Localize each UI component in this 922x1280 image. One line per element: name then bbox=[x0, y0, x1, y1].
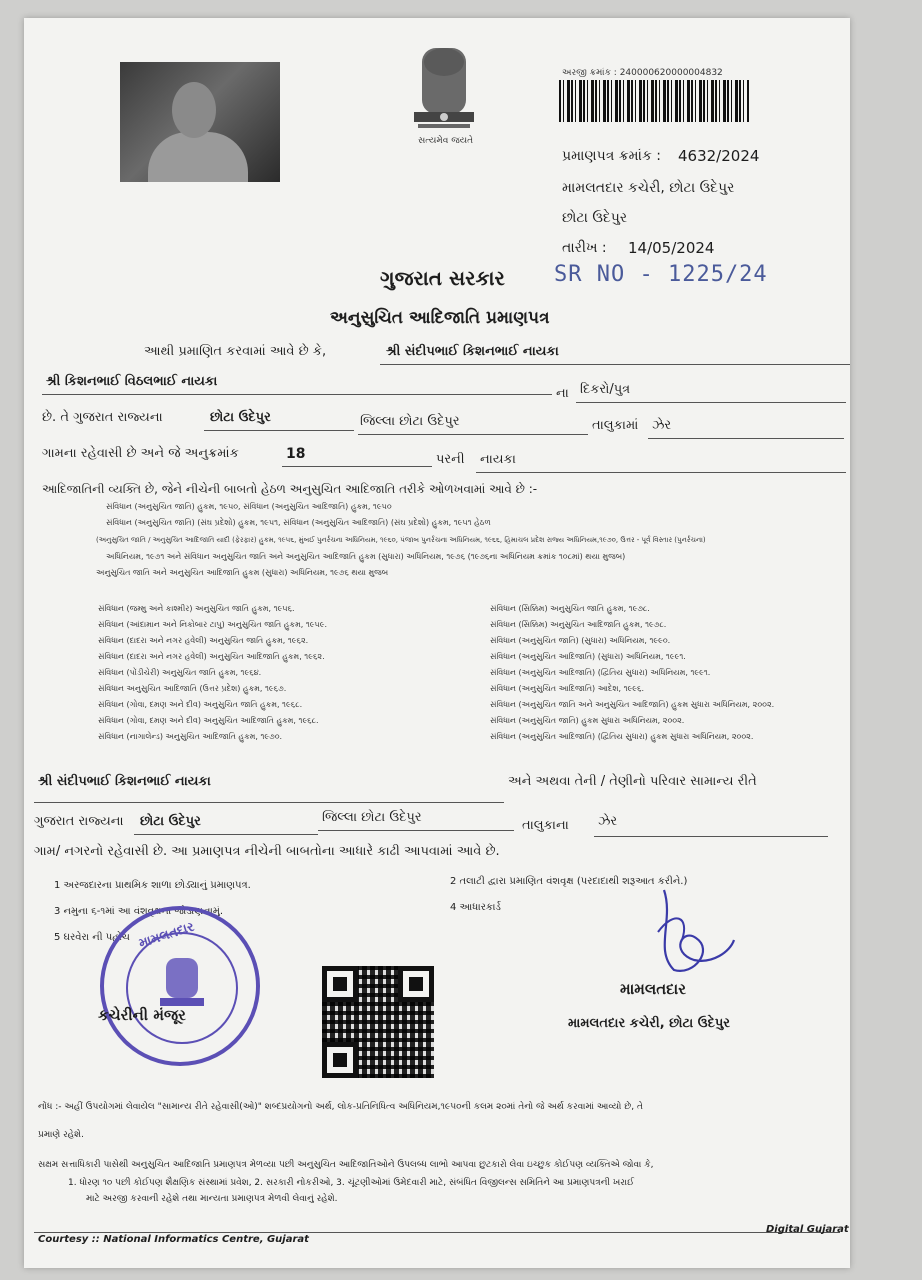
national-emblem-icon bbox=[404, 40, 484, 150]
order-left-9: સંવિધાન (નાગાલેન્ડ) અનુસુચિત આદિજાતિ હુકમ, ૧૯૭૦. bbox=[98, 732, 283, 741]
taluka-label-2: તાલુકાના bbox=[522, 818, 569, 833]
stamp-emblem-icon bbox=[154, 954, 210, 1012]
legal-line-5: અનુસુચિત જાતિ અને અનુસુચિત આદિજાતિ હુકમ (સુધારા) અધિનિયમ, ૧૯૭૬ થયા મુજબ bbox=[96, 568, 389, 577]
office-line1: મામલતદાર કચેરી, છોટા ઉદેપુર bbox=[562, 180, 735, 196]
order-right-4: સંવિધાન (અનુસુચિત આદિજાતિ) (સુધારા) અધિનિયમ, ૧૯૯૧. bbox=[490, 652, 686, 661]
cert-number-label: પ્રમાણપત્ર ક્રમાંક : bbox=[562, 148, 662, 164]
applicant-name: શ્રી સંદીપભાઈ કિશનભાઈ નાયકા bbox=[386, 344, 559, 359]
relation-suffix: ના bbox=[556, 386, 569, 401]
state-lead-text-2: ગુજરાત રાજ્યના bbox=[34, 814, 124, 829]
footer-digital-gujarat: Digital Gujarat bbox=[766, 1224, 849, 1235]
order-right-6: સંવિધાન (અનુસુચિત આદિજાતિ) આદેશ, ૧૯૯૬. bbox=[490, 684, 645, 693]
father-underline bbox=[42, 394, 552, 395]
village-value: ઝેર bbox=[652, 418, 672, 433]
signatory-title: મામલતદાર bbox=[620, 980, 686, 998]
govt-title: ગુજરાત સરકાર bbox=[380, 266, 505, 290]
serial-value: 18 bbox=[286, 446, 306, 462]
village-underline bbox=[648, 438, 844, 439]
state-lead-text: છે. તે ગુજરાત રાજ્યના bbox=[42, 410, 163, 425]
cert-lead-text: આથી પ્રમાણિત કરવામાં આવે છે કે, bbox=[144, 344, 327, 359]
family-resident-text: અને અથવા તેની / તેણીનો પરિવાર સામાન્ય રીતે bbox=[508, 774, 757, 789]
order-left-7: સંવિધાન (ગોવા, દમણ અને દીવ) અનુસુચિત જાતિ હુકમ, ૧૯૬૮. bbox=[98, 700, 303, 709]
office-stamp bbox=[100, 906, 260, 1066]
applicant-name-repeat: શ્રી સંદીપભાઈ કિશનભાઈ નાયકા bbox=[38, 774, 211, 789]
tribe-description: આદિજાતિની વ્યક્તિ છે, જેને નીચેની બાબતો હેઠળ અનુસુચિત આદિજાતિ તરીકે ઓળખવામાં આવે છે :- bbox=[42, 482, 538, 496]
order-right-5: સંવિધાન (અનુસુચિત આદિજાતિ) (દ્વિતિય સુધારા) અધિનિયમ, ૧૯૯૧. bbox=[490, 668, 711, 677]
relation-value: દિકરો/પુત્ર bbox=[580, 382, 631, 397]
date-value: 14/05/2024 bbox=[628, 239, 715, 257]
basis-item-1: 1 અરજદારના પ્રાથમિક શાળા છોડ્યાનું પ્રમાણપત્ર. bbox=[54, 880, 251, 891]
basis-intro: ગામ/ નગરનો રહેવાસી છે. આ પ્રમાણપત્ર નીચેની બાબતોના આધારે કાઢી આપવામાં આવે છે. bbox=[34, 844, 500, 859]
order-right-1: સંવિધાન (સિક્કિમ) અનુસુચિત જાતિ હુકમ, ૧૯૭૮. bbox=[490, 604, 650, 613]
basis-item-4: 4 આધારકાર્ડ bbox=[450, 902, 501, 913]
basis-item-2: 2 તલાટી દ્વારા પ્રમાણિત વંશવૃક્ષ (પરદાદાથી શરૂઆત કરીને.) bbox=[450, 876, 688, 887]
village-underline-2 bbox=[594, 836, 828, 837]
name-underline bbox=[380, 364, 850, 365]
qr-finder-tr bbox=[398, 966, 434, 1002]
qr-code bbox=[322, 966, 434, 1078]
note-line-3: 1. ધોરણ ૧૦ પછી કોઈપણ શૈક્ષણિક સંસ્થામાં પ્રવેશ, 2. સરકારી નોકરીઓ, 3. ચૂંટણીઓમાં ઉમેદવારી માટે, સંબંધિત વિજીલન્સ સમિતિને આ પ્રમાણપત્રની ખરાઈ bbox=[68, 1178, 635, 1188]
order-left-2: સંવિધાન (આંદામાન અને નિકોબાર ટાપુ) અનુસુચિત જાતિ હુકમ, ૧૯૫૯. bbox=[98, 620, 328, 629]
signatory-office: મામલતદાર કચેરી, છોટા ઉદેપુર bbox=[568, 1016, 730, 1031]
footer-courtesy: Courtesy :: National Informatics Centre, Gujarat bbox=[38, 1234, 309, 1245]
serial-underline bbox=[282, 466, 432, 467]
note-line-1b: પ્રમાણે રહેશે. bbox=[38, 1130, 84, 1140]
photo-face-shape bbox=[172, 82, 216, 138]
note-line-1: નોંધ :- અહીં ઉપયોગમાં લેવાયેલ "સામાન્ય રીતે રહેવાસી(ઓ)" શબ્દપ્રયોગનો અર્થ, લોક-પ્રતિનિધિત્વ અધિનિયમ,૧૯૫૦ની કલમ ૨૦માં તેનો જે અર્થ કરવામાં આવ્યો છે, તે bbox=[38, 1102, 643, 1112]
district-value-2: જિલ્લા છોટા ઉદેપુર bbox=[322, 810, 422, 825]
legal-line-4: અધિનિયમ, ૧૯૭૧ અને સંવિધાન અનુસુચિત જાતિ અને અનુસુચિત આદિજાતિ હુકમ (સુધારા) અધિનિયમ, ૧૯૭૬ (૧૯૭૬ના અધિનિયમ ક્રમાંક ૧૦૮માં) થયા મુજબ) bbox=[106, 552, 626, 561]
district-value: જિલ્લા છોટા ઉદેપુર bbox=[360, 414, 460, 429]
district-underline bbox=[358, 434, 588, 435]
certificate-title: અનુસુચિત આદિજાતિ પ્રમાણપત્ર bbox=[330, 308, 550, 328]
resident-lead-text: ગામના રહેવાસી છે અને જે અનુક્રમાંક bbox=[42, 446, 239, 461]
emblem-motto: સત્યમેવ જયતે bbox=[418, 136, 474, 146]
photo-body-shape bbox=[148, 132, 248, 182]
note-line-4: માટે અરજી કરવાની રહેશે તથા માન્યતા પ્રમાણપત્ર મેળવી લેવાનું રહેશે. bbox=[86, 1194, 338, 1204]
barcode bbox=[559, 80, 749, 122]
certificate-page bbox=[24, 18, 850, 1268]
serial-mid-text: પરની bbox=[436, 452, 465, 467]
stamp-top-text: મામલતદાર bbox=[137, 919, 197, 952]
mamlatdar-signature bbox=[634, 880, 744, 980]
order-left-6: સંવિધાન અનુસુચિત આદિજાતિ (ઉત્તર પ્રદેશ) હુકમ, ૧૯૬૭. bbox=[98, 684, 287, 693]
applicant-photo bbox=[120, 62, 280, 182]
father-name: શ્રી કિશનભાઈ વિઠલભાઈ નાયકા bbox=[46, 374, 218, 389]
order-right-3: સંવિધાન (અનુસુચિત જાતિ) (સુધારા) અધિનિયમ, ૧૯૯૦. bbox=[490, 636, 671, 645]
order-left-5: સંવિધાન (પોંડીચેરી) અનુસુચિત જાતિ હુકમ, ૧૯૬૪. bbox=[98, 668, 262, 677]
taluka-value: છોટા ઉદેપુર bbox=[210, 410, 271, 425]
order-left-3: સંવિધાન (દાદરા અને નગર હવેલી) અનુસુચિત જાતિ હુકમ, ૧૯૬૨. bbox=[98, 636, 309, 645]
qr-finder-tl bbox=[322, 966, 358, 1002]
order-left-8: સંવિધાન (ગોવા, દમણ અને દીવ) અનુસુચિત આદિજાતિ હુકમ, ૧૯૬૮. bbox=[98, 716, 319, 725]
tribe-value: નાયકા bbox=[480, 452, 516, 467]
date-label: તારીખ : bbox=[562, 240, 607, 256]
legal-line-2: સંવિધાન (અનુસુચિત જાતિ) (સંઘ પ્રદેશો) હુકમ, ૧૯૫૧, સંવિધાન (અનુસુચિત આદિજાતિ) (સંઘ પ્રદેશો) હુકમ, ૧૯૫૧ હેઠળ bbox=[106, 518, 491, 527]
taluka-underline bbox=[204, 430, 354, 431]
order-right-7: સંવિધાન (અનુસુચિત જાતિ અને અનુસુચિત આદિજાતિ) હુકમ સુધારા અધિનિયમ, ૨૦૦૨. bbox=[490, 700, 775, 709]
relation-underline bbox=[576, 402, 846, 403]
cert-number-value: 4632/2024 bbox=[678, 147, 760, 165]
taluka-underline-2 bbox=[134, 834, 318, 835]
taluka-value-2: છોટા ઉદેપુર bbox=[140, 814, 201, 829]
order-right-2: સંવિધાન (સિક્કિમ) અનુસુચિત આદિજાતિ હુકમ, ૧૯૭૮. bbox=[490, 620, 667, 629]
taluka-label: તાલુકામાં bbox=[592, 418, 639, 433]
stamp-bottom-text: કચેરીની મંજૂર bbox=[98, 1006, 186, 1024]
tribe-underline bbox=[476, 472, 846, 473]
order-left-4: સંવિધાન (દાદરા અને નગર હવેલી) અનુસુચિત આદિજાતિ હુકમ, ૧૯૬૨. bbox=[98, 652, 325, 661]
office-line2: છોટા ઉદેપુર bbox=[562, 210, 628, 226]
order-right-8: સંવિધાન (અનુસુચિત જાતિ) હુકમ સુધારા અધિનિયમ, ૨૦૦૨. bbox=[490, 716, 685, 725]
district-underline-2 bbox=[318, 830, 514, 831]
legal-line-1: સંવિધાન (અનુસુચિત જાતિ) હુકમ, ૧૯૫૦, સંવિધાન (અનુસુચિત આદિજાતિ) હુકમ, ૧૯૫૦ bbox=[106, 502, 392, 511]
basis-item-5: 5 ઘરવેરા ની પહોંચ bbox=[54, 932, 130, 943]
order-right-9: સંવિધાન (અનુસુચિત આદિજાતિ) (દ્વિતિય સુધારા) હુકમ સુધારા અધિનિયમ, ૨૦૦૨. bbox=[490, 732, 754, 741]
handwritten-serial: SR NO - 1225/24 bbox=[554, 262, 768, 287]
order-left-1: સંવિધાન (જમ્મુ અને કાશ્મીર) અનુસુચિત જાતિ હુકમ, ૧૯૫૬. bbox=[98, 604, 295, 613]
name-repeat-underline bbox=[34, 802, 504, 803]
village-value-2: ઝેર bbox=[598, 814, 618, 829]
note-line-2: સક્ષમ સત્તાધિકારી પાસેથી અનુસુચિત આદિજાતિ પ્રમાણપત્ર મેળવ્યા પછી અનુસુચિત આદિજાતિઓને ઉપલબ્ધ લાભો આપવા છુટકારો લેવા ઇચ્છુક કોઈપણ વ્યક્તિએ જોવા કે, bbox=[38, 1160, 654, 1170]
qr-finder-bl bbox=[322, 1042, 358, 1078]
application-number: અરજી ક્રમાંક : 240000620000004832 bbox=[562, 68, 723, 78]
legal-line-3: (અનુસુચિત જાતિ / અનુસુચિત આદિજાતિ યાદી (ફેરફાર) હુકમ, ૧૯૫૬, મુંબઈ પુનર્રચના અધિનિયમ, ૧૯૬૦, પંજાબ પુનર્રચના અધિનિયમ, ૧૯૬૬, હિમાચલ પ્રદેશ રાજ્ય અધિનિયમ,૧૯૭૦, ઉત્તર - પૂર્વ વિસ્તાર (પુનર્રચના) bbox=[96, 536, 706, 544]
basis-item-3: 3 નમુના ૬-૧માં આ વંશવૃક્ષના જોડાણનામું. bbox=[54, 906, 224, 917]
